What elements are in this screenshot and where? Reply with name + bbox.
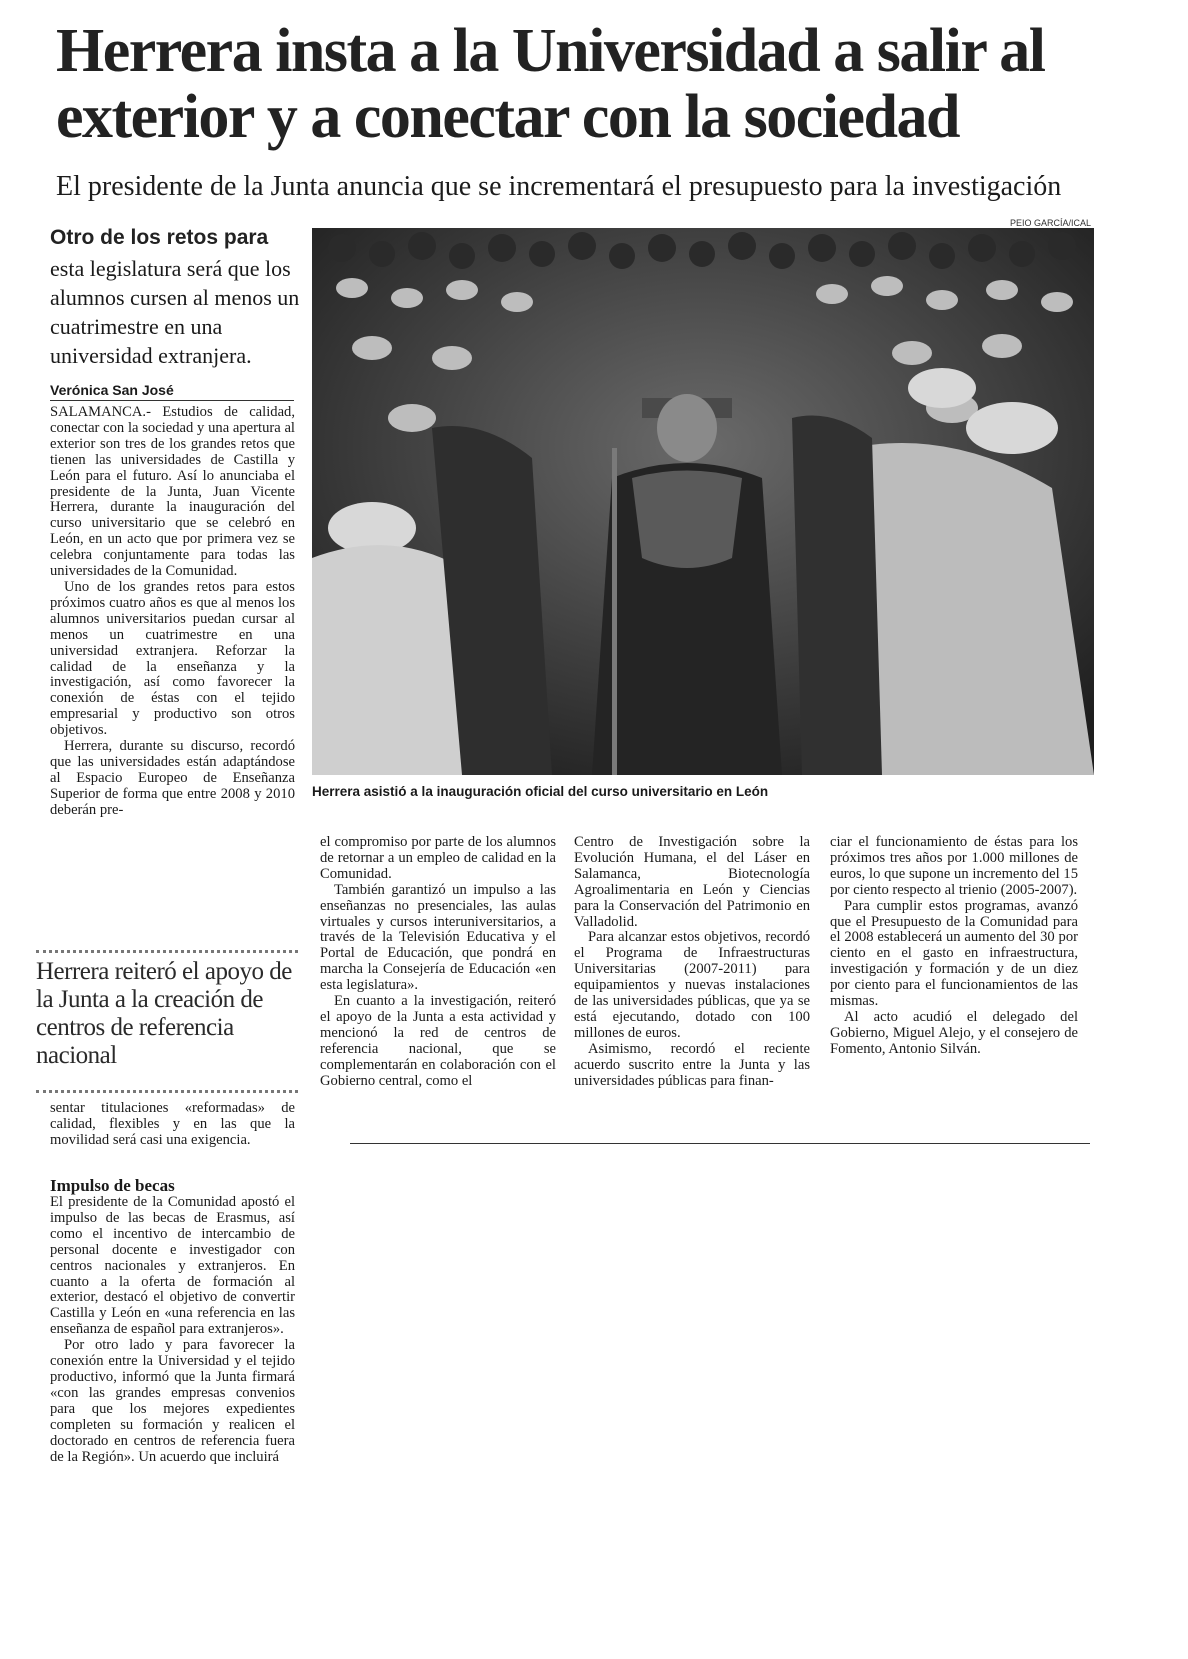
column-3 xyxy=(574,835,810,1090)
lead-text: esta legislatura será que los alumnos cursen al menos un cuatrimestre en una universidad extranjera. xyxy=(50,256,300,368)
subheadline: El presidente de la Junta anuncia que se incrementará el presupuesto para la investigación xyxy=(56,171,1062,202)
section-subhead: Impulso de becas xyxy=(50,1176,175,1195)
paragraph: Al acto acudió el delegado del Gobierno, Miguel Alejo, y el consejero de Fomento, Antonio Silván. xyxy=(830,1008,1078,1057)
news-photo xyxy=(312,228,1094,775)
column-2 xyxy=(320,835,556,1090)
paragraph: ciar el funcionamiento de éstas para los próximos tres años por 1.000 millones de euros, lo que supone un incremento del 15 por ciento respecto al trienio (2005-2007). xyxy=(830,834,1078,898)
pullquote-top-rule xyxy=(36,950,298,953)
pullquote-bottom-rule xyxy=(36,1090,298,1093)
pull-quote: Herrera reiteró el apoyo de la Junta a la creación de centros de referencia nacional xyxy=(36,958,292,1069)
lead-bold: Otro de los retos para xyxy=(50,226,269,249)
paragraph: También garantizó un impulso a las enseñanzas no presenciales, las aulas virtuales y cursos interuniversitarios, a través de la Televisión Educativa y el Portal de Educación, que pondrá en marcha la Consejería de Educación «en esta legislatura». xyxy=(320,881,556,994)
byline: Verónica San José xyxy=(50,382,174,398)
byline-rule xyxy=(50,400,294,401)
photo-caption: Herrera asistió a la inauguración oficial del curso universitario en León xyxy=(312,784,769,799)
headline: Herrera insta a la Universidad a salir al exterior y a conectar con la sociedad xyxy=(56,17,1045,151)
column-4 xyxy=(830,835,1078,1058)
paragraph: Herrera, durante su discurso, recordó que las universidades están adaptándose al Espacio Europeo de Enseñanza Superior de forma que entre 2008 y 2010 deberán pre- xyxy=(50,738,295,818)
paragraph: Uno de los grandes retos para estos próximos cuatro años es que al menos los alumnos universitarios puedan cursar al menos un cuatrimestre en una universidad extranjera. Reforzar la calidad de la enseñanza y la investigación, así como favorecer la conexión de éstas con el tejido empresarial y productivo son otros objetivos. xyxy=(50,578,295,739)
column-1-continued xyxy=(50,1101,295,1149)
photo-credit: PEIO GARCÍA/ICAL xyxy=(1010,218,1092,228)
column-1-bottom xyxy=(50,1195,295,1465)
paragraph: sentar titulaciones «reformadas» de calidad, flexibles y en las que la movilidad será casi una exigencia. xyxy=(50,1100,295,1148)
crowd-photo-illustration xyxy=(312,228,1094,775)
paragraph: el compromiso por parte de los alumnos de retornar a un empleo de calidad en la Comunidad. xyxy=(320,834,556,882)
paragraph: Asimismo, recordó el reciente acuerdo suscrito entre la Junta y las universidades públicas para finan- xyxy=(574,1040,810,1089)
article-end-rule xyxy=(350,1143,1090,1144)
paragraph: Para alcanzar estos objetivos, recordó el Programa de Infraestructuras Universitarias (2007-2011) para equipamientos y nuevas instalaciones de las universidades públicas, que ya se está ejecutando, dotado con 100 millones de euros. xyxy=(574,929,810,1041)
paragraph: Para cumplir estos programas, avanzó que el Presupuesto de la Comunidad para el 2008 establecerá un aumento del 30 por ciento en el gasto en infraestructura, investigación y formación y de un diez por ciento para el funcionamientos de las mismas. xyxy=(830,897,1078,1010)
paragraph: SALAMANCA.- Estudios de calidad, conectar con la sociedad y una apertura al exterior son tres de los grandes retos que tienen las universidades de Castilla y León para el futuro. Así lo anunciaba el presidente de la Junta, Juan Vicente Herrera, durante la inauguración del curso universitario que se celebró en León, en un acto que por primera vez se celebra conjuntamente para todas las universidades de la Comunidad. xyxy=(50,404,295,580)
column-1-top xyxy=(50,405,295,819)
paragraph: En cuanto a la investigación, reiteró el apoyo de la Junta a esta actividad y mencionó la red de centros de referencia nacional, que se complementarán en colaboración con el Gobierno central, como el xyxy=(320,993,556,1089)
paragraph: Centro de Investigación sobre la Evolución Humana, el del Láser en Salamanca, Biotecnología Agroalimentaria en León y Ciencias para la Conservación del Patrimonio en Valladolid. xyxy=(574,834,810,930)
paragraph: El presidente de la Comunidad apostó el impulso de las becas de Erasmus, así como el incentivo de intercambio de personal docente e investigador con centros nacionales y extranjeros. En cuanto a la oferta de formación al exterior, destacó el objetivo de convertir Castilla y León en «una referencia en las enseñanza de español para extranjeros». xyxy=(50,1194,295,1338)
paragraph: Por otro lado y para favorecer la conexión entre la Universidad y el tejido productivo, informó que la Junta firmará «con las grandes empresas convenios para que los mejores expedientes completen su formación y realicen el doctorado en centros de referencia fuera de la Región». Un acuerdo que incluirá xyxy=(50,1337,295,1465)
